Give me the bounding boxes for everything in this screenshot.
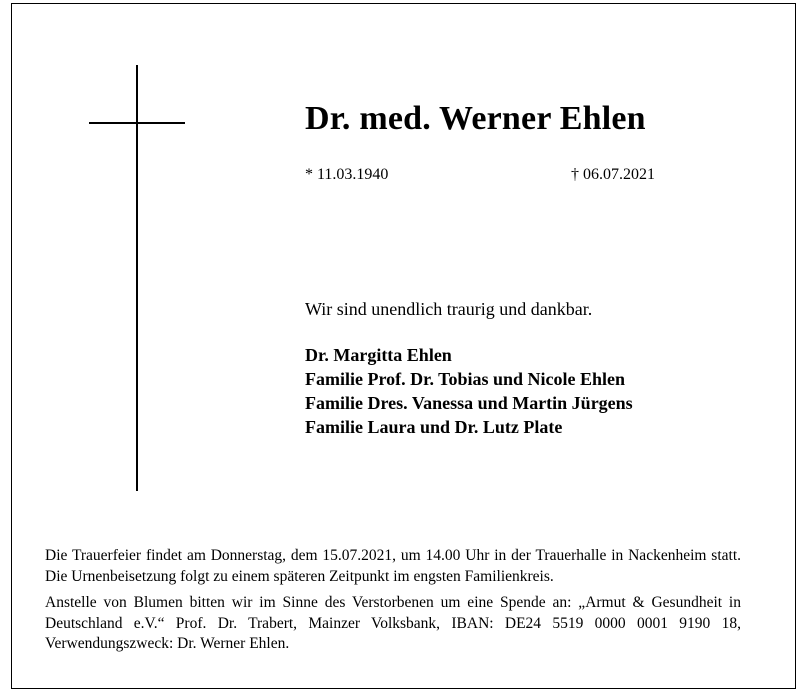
deceased-name: Dr. med. Werner Ehlen: [305, 100, 646, 137]
mourners-list: [305, 343, 633, 439]
cross-vertical-bar: [136, 65, 138, 491]
funeral-info-paragraph: Die Trauerfeier findet am Donnerstag, dem 15.07.2021, um 14.00 Uhr in der Trauerhalle in Nackenheim statt. Die Urnenbeisetzung folgt zu einem späteren Zeitpunkt im engsten Familienkreis.: [45, 547, 741, 585]
mourner-line: Familie Dres. Vanessa und Martin Jürgens: [305, 393, 633, 413]
cross-horizontal-bar: [89, 122, 185, 124]
donation-info-paragraph: Anstelle von Blumen bitten wir im Sinne des Verstorbenen um eine Spende an: „Armut & Gesundheit in Deutschland e.V.“ Prof. Dr. Trabert, Mainzer Volksbank, IBAN: DE24 5519 0000 0001 9190 18, Verwendungszweck: Dr. Werner Ehlen.: [45, 594, 741, 652]
birth-date: * 11.03.1940: [305, 166, 389, 183]
mourner-line: Familie Laura und Dr. Lutz Plate: [305, 417, 563, 437]
mourner-line: Dr. Margitta Ehlen: [305, 345, 452, 365]
info-section: [45, 546, 741, 661]
death-date: † 06.07.2021: [571, 166, 655, 183]
motto-text: Wir sind unendlich traurig und dankbar.: [305, 299, 593, 319]
mourner-line: Familie Prof. Dr. Tobias und Nicole Ehlen: [305, 369, 626, 389]
